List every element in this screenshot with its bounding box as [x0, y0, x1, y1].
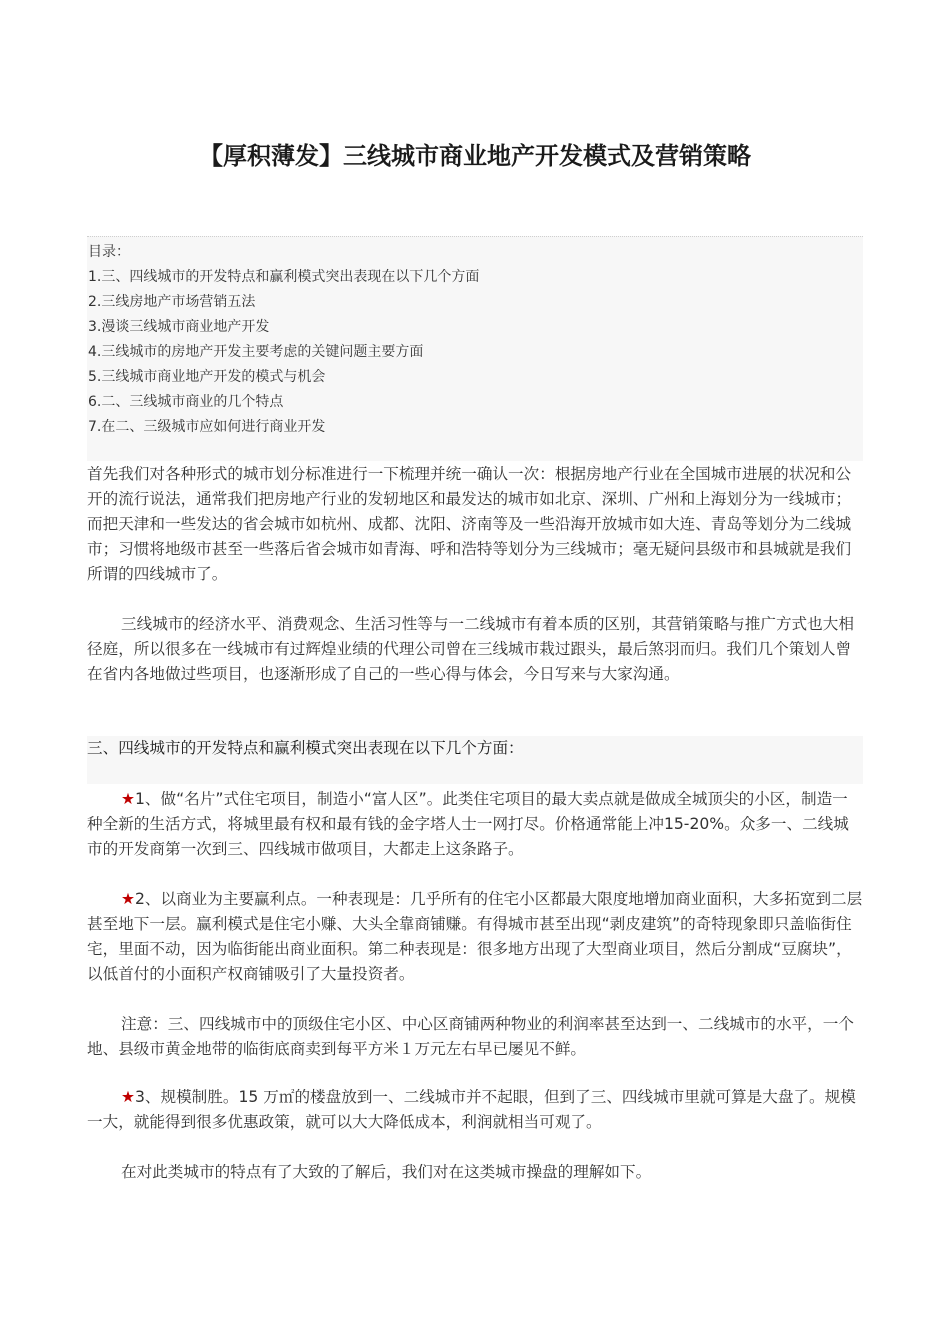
intro-paragraph: 首先我们对各种形式的城市划分标准进行一下梳理并统一确认一次：根据房地产行业在全国城市进展的状况和公开的流行说法，通常我们把房地产行业的发轫地区和最发达的城市如北京、深圳、广州和上海划分为一线城市；而把天津和一些发达的省会城市如杭州、成都、沈阳、济南等及一些沿海开放城市如大连、青岛等划分为二线城市；习惯将地级市甚至一些落后省会城市如青海、呼和浩特等划分为三线城市；毫无疑问县级市和县城就是我们所谓的四线城市了。: [87, 465, 852, 583]
section-heading: 三、四线城市的开发特点和赢利模式突出表现在以下几个方面：: [87, 739, 524, 757]
star-icon: ★: [121, 890, 135, 908]
closing-paragraph: 在对此类城市的特点有了大致的了解后，我们对在这类城市操盘的理解如下。: [121, 1163, 652, 1181]
point-2-text: 2、以商业为主要赢利点。一种表现是：几乎所有的住宅小区都最大限度地增加商业面积，大多拓宽到二层甚至地下一层。赢利模式是住宅小赚、大头全靠商铺赚。有得城市甚至出现“剥皮建筑”的奇特现象即只盖临街住宅，里面不动，因为临街能出商业面积。第二种表现是：很多地方出现了大型商业项目，然后分割成“豆腐块”，以低首付的小面积产权商铺吸引了大量投资者。: [87, 890, 863, 983]
star-icon: ★: [121, 1088, 135, 1106]
paragraph-three-tier-differences: 三线城市的经济水平、消费观念、生活习性等与一二线城市有着本质的区别，其营销策略与推广方式也大相径庭，所以很多在一线城市有过辉煌业绩的代理公司曾在三线城市栽过跟头，最后煞羽而归。我们几个策划人曾在省内各地做过些项目，也逐渐形成了自己的一些心得与体会，今日写来与大家沟通。: [87, 615, 854, 683]
page-title: 【厚积薄发】三线城市商业地产开发模式及营销策略: [199, 142, 751, 170]
toc-label: 目录：: [88, 244, 130, 260]
toc-item-3[interactable]: 3.漫谈三线城市商业地产开发: [88, 319, 270, 335]
table-of-contents: [87, 236, 863, 461]
toc-item-7[interactable]: 7.在二、三级城市应如何进行商业开发: [88, 419, 326, 435]
point-1-paragraph: [87, 787, 863, 862]
toc-item-4[interactable]: 4.三线城市的房地产开发主要考虑的关键问题主要方面: [88, 344, 424, 360]
toc-item-2[interactable]: 2.三线房地产市场营销五法: [88, 294, 256, 310]
toc-item-6[interactable]: 6.二、三线城市商业的几个特点: [88, 394, 284, 410]
section-heading-band: [87, 736, 863, 784]
toc-item-5[interactable]: 5.三线城市商业地产开发的模式与机会: [88, 369, 326, 385]
toc-item-1[interactable]: 1.三、四线城市的开发特点和赢利模式突出表现在以下几个方面: [88, 269, 480, 285]
point-2-paragraph: [87, 887, 863, 987]
point-1-text: 1、做“名片”式住宅项目，制造小“富人区”。此类住宅项目的最大卖点就是做成全城顶尖的小区，制造一种全新的生活方式，将城里最有权和最有钱的金字塔人士一网打尽。价格通常能上冲15-20%。众多一、二线城市的开发商第一次到三、四线城市做项目，大都走上这条路子。: [87, 790, 849, 858]
point-3-paragraph: [87, 1085, 863, 1135]
star-icon: ★: [121, 790, 135, 808]
point-3-text: 3、规模制胜。15 万㎡的楼盘放到一、二线城市并不起眼，但到了三、四线城市里就可算是大盘了。规模一大，就能得到很多优惠政策，就可以大大降低成本，利润就相当可观了。: [87, 1088, 856, 1131]
note-paragraph: 注意：三、四线城市中的顶级住宅小区、中心区商铺两种物业的利润率甚至达到一、二线城市的水平，一个地、县级市黄金地带的临街底商卖到每平方米１万元左右早已屡见不鲜。: [87, 1015, 854, 1058]
